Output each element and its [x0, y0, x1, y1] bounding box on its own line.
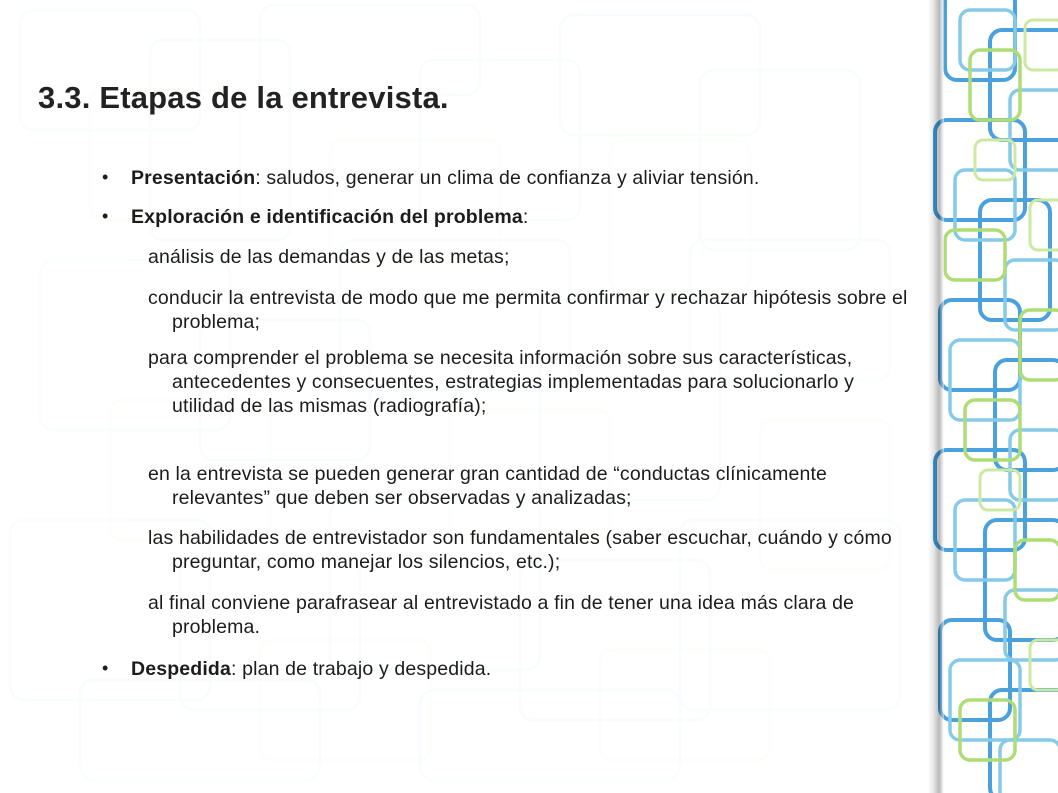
bullet-text: : [522, 206, 529, 228]
bullet-text: : saludos, generar un clima de confianza y aliviar tensión. [255, 167, 760, 189]
decorative-strip [940, 0, 1058, 793]
bullet-icon: • [102, 167, 109, 187]
subitem-demandas: análisis de las demandas y de las metas; [148, 246, 510, 268]
subitem-parafrasear: al final conviene parafrasear al entrevistado a fin de tener una idea más clara de problema. [148, 592, 855, 638]
subitem-habilidades: las habilidades de entrevistador son fundamentales (saber escuchar, cuándo y cómo preguntar, como manejar los silencios, etc.); [148, 527, 892, 573]
slide-title: 3.3. Etapas de la entrevista. [38, 80, 449, 115]
bullet-term: Exploración e identificación del problema [131, 206, 523, 228]
subitem-conducir: conducir la entrevista de modo que me permita confirmar y rechazar hipótesis sobre el problema; [148, 287, 908, 333]
subitem-comprender: para comprender el problema se necesita información sobre sus características, antecedentes y consecuentes, estrategias implementadas para solucionarlo y utilidad de las mismas (radiografía); [148, 347, 855, 417]
page-edge-shadow [928, 0, 944, 793]
bullet-item-exploracion [131, 205, 528, 229]
bullet-term: Presentación [131, 167, 256, 189]
bullet-item-despedida [131, 657, 491, 681]
bullet-icon: • [102, 658, 109, 678]
bullet-term: Despedida [131, 658, 231, 680]
bullet-icon: • [102, 206, 109, 226]
subitem-conductas: en la entrevista se pueden generar gran cantidad de “conductas clínicamente relevantes” que deben ser observadas y analizadas; [148, 463, 828, 509]
bullet-text: : plan de trabajo y despedida. [230, 658, 492, 680]
bullet-item-presentacion [131, 166, 759, 190]
